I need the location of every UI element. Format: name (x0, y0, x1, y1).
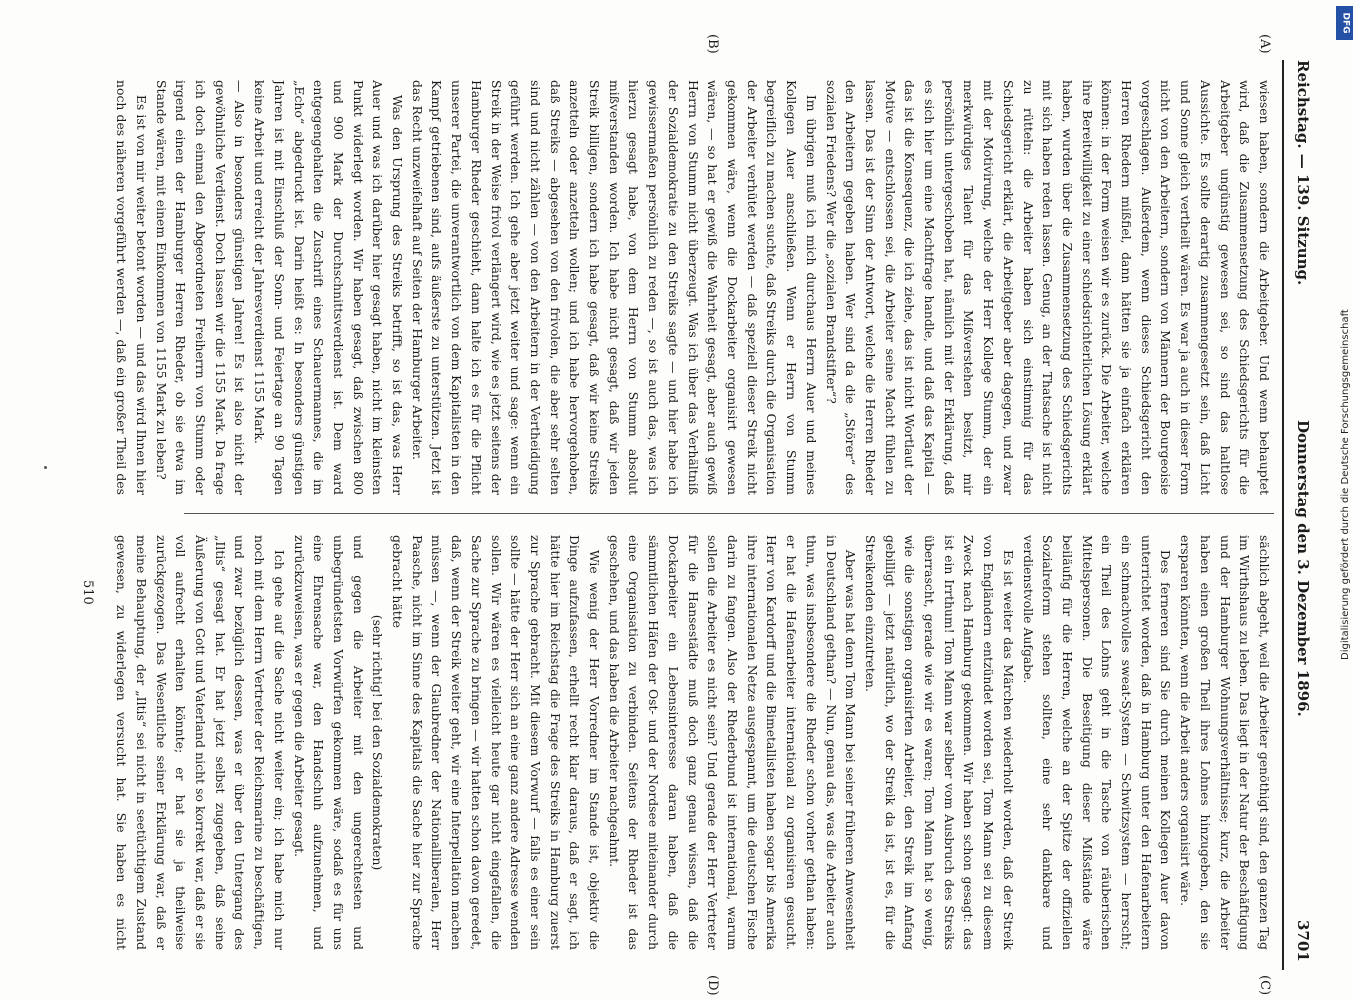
marker-d: (D) (705, 975, 720, 996)
right-paragraph: und gegen die Arbeiter mit den ungerechtesten und unbegründetsten Vorwürfen gekommen wäre, sodaß es für uns eine Ehrensache war, den Handschuh aufzunehmen, und zurückzuweisen, was er gegen die Arbeiter gesagt. (291, 535, 366, 950)
dfg-logo (1336, 6, 1353, 40)
left-column (114, 80, 1274, 495)
left-paragraph: Es ist von mir weiter betont worden — und das wird Ihnen hier noch des näheren vorgeführt werden —, daß ein großer Theil des (114, 80, 149, 495)
right-paragraph: Ich gehe auf die Sache nicht weiter ein; ich habe mich nur noch mit dem Herrn Vertreter der Reichsmarine zu beschäftigen, und zwar bezüglich dessen, was er über den Untergang des „Iltis“ gesagt hat. Er hat jetzt selbst zugegeben, daß seine Äußerung von Gott und Vaterland nicht so korrekt war, daß er sie voll aufrecht erhalten könnte; er hat sie ja theilweise zurückgezogen. Das Wesentliche seiner Erklärung war, daß er meine Behauptung, der „Iltis“ sei nicht in seetüchtigem Zustand gewesen, zu widerlegen versucht hat. Sie haben es nicht (114, 535, 287, 950)
left-paragraph: Was den Ursprung des Streiks betrifft, so ist das, was Herr Auer und was ich darüber hier gesagt haben, nicht im kleinsten Punkt widerlegt worden. Wir haben gesagt, daß zwischen 800 und 900 Mark der Durchschnittsverdienst ist. Dem ward entgegengehalten die Zuschrift eines Schauermannes, die im „Echo“ abgedruckt ist. Darin heißt es: In besonders günstigen Jahren ist mit Einschluß der Sonn- und Feiertage an 90 Tagen keine Arbeit und erreicht der Jahresverdienst 1155 Mark. (252, 80, 406, 495)
column-rule (184, 513, 1274, 514)
dfg-logo-text: DFG (1340, 12, 1351, 34)
interjection: (sehr richtig! bei den Sozialdemokraten) (370, 614, 386, 871)
digitization-imprint: Digitalisierung gefördert durch die Deutsche Forschungsgemeinschaft (1340, 309, 1351, 660)
left-paragraph: Im übrigen muß ich mich durchaus Herrn Auer und meines Kollegen Auer anschließen. Wenn er Herrn von Stumm begreiflich zu machen suchte, daß Streiks durch die Organisation der Arbeiter verhütet werden — daß speziell dieser Streik nicht gekommen wäre, wenn die Dockarbeiter organisirt gewesen wären, — so hat er gewiß die Wahrheit gesagt, aber auch gewiß Herrn von Stumm nicht überzeugt. Was ich über das Verhältniß der Sozialdemokratie zu den Streiks sagte — und hier habe ich gewissermaßen persönlich zu reden —, so ist auch das, was ich hierzu gesagt habe, von dem Herrn von Stumm absolut mißverstanden worden. Ich habe nicht gesagt, daß wir jeden Streik billigen, sondern ich habe gesagt, daß wir keine Streiks anzetteln oder anzetteln wollen; und ich habe hervorgehoben, daß Streiks — abgesehen von den frivolen, die aber sehr selten sind und nicht zählen — von den Arbeitern in der Vertheidigung geführt werden. Ich gehe aber jetzt weiter und sage: wenn ein Streik in der Weise frivol verlängert wird, wie es jetzt seitens der Hamburger Rheder geschieht, dann halte ich es für die Pflicht unserer Partei, die unverantwortlich von dem Kapitalisten in den Kampf getriebenen sind, aufs äußerste zu unterstützen. Jetzt ist das Recht unzweifelhaft auf Seiten der Hamburger Arbeiter. (409, 80, 819, 495)
header-date: Donnerstag den 3. Dezember 1896. (1294, 420, 1312, 717)
header-left: Reichstag. — 139. Sitzung. (1294, 60, 1312, 286)
speck (44, 466, 47, 469)
left-paragraph: — Also in besonders günstigen Jahren! Es ist also nicht der gewöhnliche Verdienst. Doch lassen wir die 1155 Mark. Da frage ich doch einmal den Abgeordneten Freiherrn von Stumm oder irgend einen der Hamburger Herren Rheder, ob sie etwa im Stande wären, mit einem Einkommen von 1155 Mark zu leben? (153, 80, 248, 495)
marker-b: (B) (705, 34, 720, 54)
marker-a: (A) (1257, 34, 1272, 54)
right-paragraph: sächlich abgeht, weil die Arbeiter genöthigt sind, den ganzen Tag im Wirthshaus zu leben. Das liegt in der Natur der Beschäftigung und der Hamburger Wohnungsverhältnisse; kurz, die Arbeiter haben einen großen Theil ihres Lohnes hinzugeben, den sie ersparen könnten, wenn die Arbeit anders organisirt wäre. (1178, 535, 1272, 950)
page-header (1282, 60, 1320, 970)
right-column (114, 535, 1274, 950)
signature-number: 510 (80, 580, 95, 605)
rotated-page (60, 34, 1320, 996)
left-paragraph: wiesen haben, sondern die Arbeitgeber. Und wenn behauptet wird, daß die Zusammensetzung des Schiedsgerichts für die Arbeitgeber ungünstig gewesen sei, so sind das haltlose Aussichte. Es sollte derartig zusammengesetzt sein, daß Licht und Sonne gleich vertheilt wären. Es war ja auch in dieser Form nicht von den Arbeitern, sondern von Männern der Bourgeoisie vorgeschlagen. Außerdem, wenn dieses Schiedsgericht den Herren Rhedern mißfiel, dann hätten sie ja einfach erklären können: in der Form weisen wir es zurück. Die Arbeiter, welche ihre Bereitwilligkeit zu einer schiedsrichterlichen Lösung erklärt haben, wurden über die Zusammensetzung des Schiedsgerichts mit sich haben reden lassen. Genug, an der Thatsache ist nicht zu rütteln: die Arbeiter haben sich einstimmig für das Schiedsgericht erklärt, die Arbeitgeber aber dagegen, und zwar mit der Motivirung, welche der Herr Kollege Stumm, der ein merkwürdiges Talent für das Mißverstehen besitzt, mir persönlich untergeschoben hat, nämlich mit der Erklärung, daß es sich hier um eine Machtfrage handle, und daß das Kapital — das ist die Konsequenz, die ich ziehe, das ist nicht Wortlaut der Motive — entschlossen sei, die Arbeiter seine Macht fühlen zu lassen. Das ist der Sinn der Antwort, welche die Herren Rheder den Arbeitern gegeben haben. Wer sind da die „Störer“ des sozialen Friedens? Wer die „sozialen Brandstifter“? (823, 80, 1272, 495)
right-paragraph: Aber was hat denn Tom Mann bei seiner früheren Anwesenheit in Deutschland gethan? — Nun, genau das, was die Arbeiter auch thun, was insbesondere die Rheder schon vorher gethan haben: er hat die Hafenarbeiter international zu organisiren gesucht. Herr von Kardorff und die Bimetallisten haben sogar bis Amerika ihre internationalen Netze ausgespannt, um die deutschen Fische darin zu fangen. Also der Rhederbund ist international, warum sollen die Arbeiter es nicht sein? Und gerade der Herr Vertreter für die Hansestädte muß doch ganz genau wissen, daß die Dockarbeiter ein Lebensinteresse daran haben, daß die sämmtlichen Häfen der Ost- und der Nordsee miteinander durch eine Organisation zu verbinden. Seitens der Rheder ist das geschehen, und das haben die Arbeiter nachgeahmt. (606, 535, 859, 950)
page-number: 3701 (1294, 920, 1312, 962)
right-paragraph: Es ist weiter das Märchen wiederholt worden, daß der Streik von Engländern entzündet worden sei, Tom Mann sei zu diesem Zweck nach Hamburg gekommen. Wir haben schon gesagt: das ist ein Irrthum! Tom Mann war selber vom Ausbruch des Streiks überrascht, gerade wie wir es waren; Tom Mann hat so wenig, wie die sonstigen organisirten Arbeiter, den Streik im Anfang gebilligt — jetzt natürlich, wo der Streik da ist, ist es, für die Streikenden einzutreten. (862, 535, 1016, 950)
right-paragraph: Wie wenig der Herr Vorredner im Stande ist, objektiv die Dinge aufzufassen, erhellt recht klar daraus, daß er sagt, ich hätte hier im Reichstag die Frage des Streiks in Hamburg zuerst zur Sprache gebracht. Mit diesem Vorwurf — falls es einer sein sollte — hätte der Herr sich an eine ganz andere Adresse wenden sollen. Wir wären es vielleicht heute gar nicht eingefallen, die Sache zur Sprache zu bringen — wir hatten schon davon geredet, daß, wenn der Streik weiter geht, wir eine Interpellation machen müssen —, wenn der Glaubredner der Nationalliberalen, Herr Paasche, nicht im Sinne des Kapitals die Sache hier zur Sprache gebracht hätte (390, 535, 603, 950)
marker-c: (C) (1257, 975, 1272, 996)
right-paragraph: Des ferneren sind Sie durch meinen Kollegen Auer davon unterrichtet worden, daß in Hamburg unter den Hafenarbeitern ein schmachvolles sweat-System — Schwitzsystem — herrscht; ein Theil des Lohns geht in die Tasche von räuberischen Mittelspersonen. Die Beseitigung dieser Mißstände wäre beiläufig für die Herren, welche an der Spitze der offiziellen Sozialreform stehen sollten, eine sehr dankbare und verdienstvolle Aufgabe. (1020, 535, 1174, 950)
